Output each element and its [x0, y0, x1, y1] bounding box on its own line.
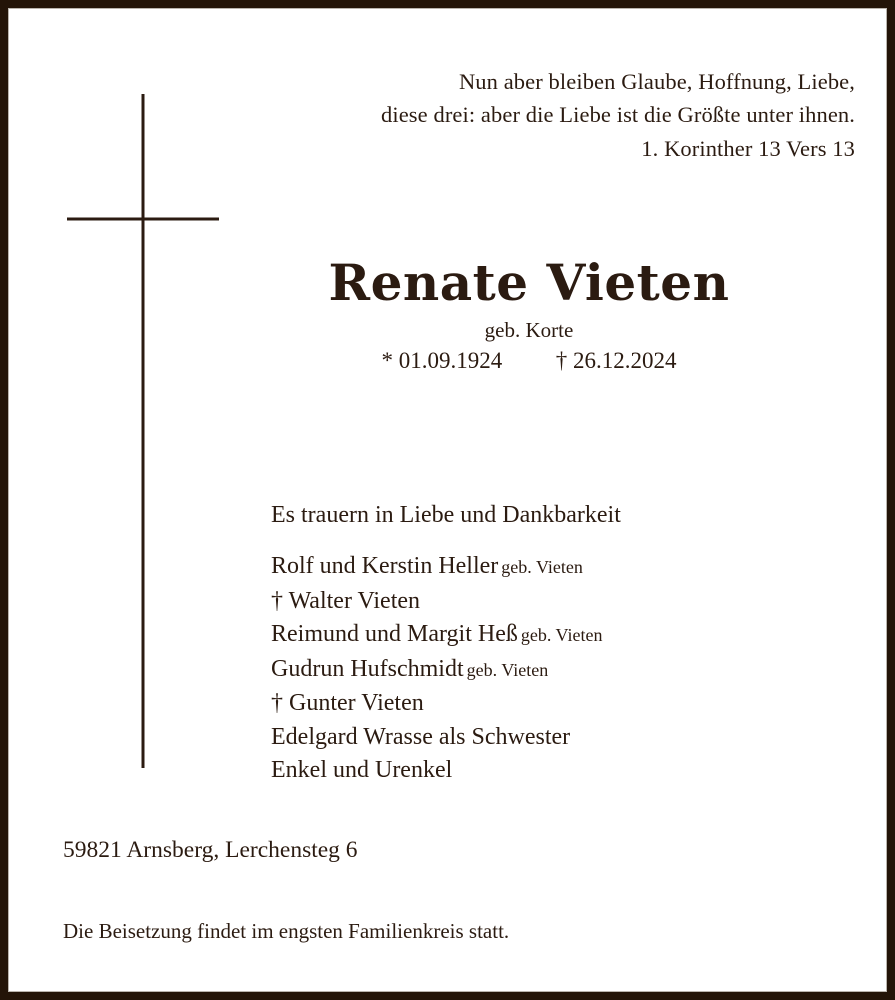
mourner-entry [271, 618, 602, 653]
birth-symbol: * [381, 348, 393, 373]
mourners-intro: Es trauern in Liebe und Dankbarkeit [271, 502, 621, 528]
mourner-name: † Walter Vieten [271, 587, 421, 614]
mourner-entry [271, 721, 602, 755]
mourner-maiden-suffix: geb. Vieten [466, 659, 549, 680]
mourner-entry [271, 550, 602, 585]
obituary-inner-panel [8, 8, 887, 992]
mourners-list [271, 550, 602, 788]
death-symbol: † [555, 348, 568, 373]
death-date: 26.12.2024 [573, 348, 677, 373]
deceased-name: Renate Vieten [328, 253, 730, 312]
life-dates [169, 346, 887, 376]
mourner-name: Rolf und Kerstin Heller [271, 553, 499, 579]
mourner-entry [271, 585, 602, 619]
mourner-entry [271, 687, 602, 721]
deceased-block [169, 255, 887, 376]
mourner-name: † Gunter Vieten [271, 690, 424, 716]
quote-line-1: Nun aber bleiben Glaube, Hoffnung, Liebe, [458, 69, 855, 94]
scripture-quote [309, 65, 855, 165]
address-line: 59821 Arnsberg, Lerchensteg 6 [63, 837, 358, 863]
birth-date: 01.09.1924 [398, 348, 503, 373]
funeral-note: Die Beisetzung findet im engsten Familienkreis statt. [63, 919, 510, 943]
mourner-name: Enkel und Urenkel [271, 757, 453, 783]
mourner-name: Edelgard Wrasse als Schwester [271, 723, 571, 750]
mourner-entry [271, 653, 602, 688]
quote-line-2: diese drei: aber die Liebe ist die Größte unter ihnen. [381, 102, 855, 127]
mourner-maiden-suffix: geb. Vieten [520, 625, 603, 645]
mourner-maiden-suffix: geb. Vieten [501, 557, 583, 577]
mourner-name: Reimund und Margit Heß [271, 621, 518, 647]
mourner-entry [271, 754, 602, 788]
quote-reference: 1. Korinther 13 Vers 13 [641, 136, 855, 161]
maiden-name: geb. Korte [484, 318, 574, 342]
mourner-name: Gudrun Hufschmidt [271, 655, 464, 682]
